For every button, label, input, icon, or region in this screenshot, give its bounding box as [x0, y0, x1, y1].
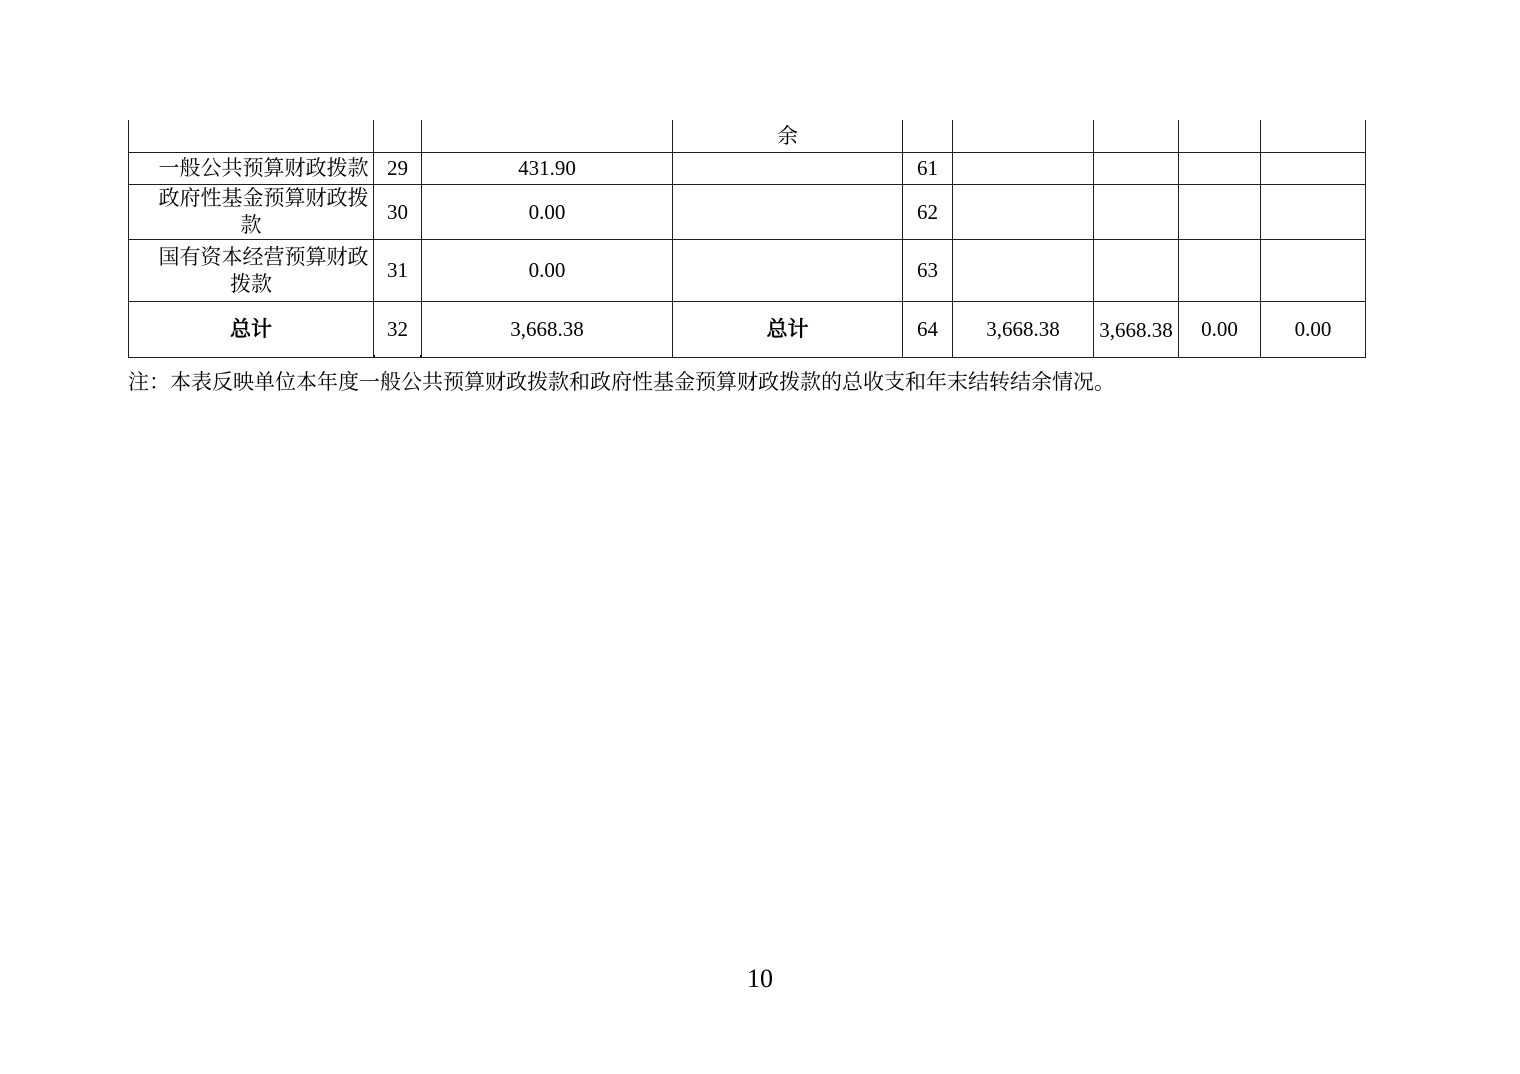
amount-cell-right2 [1094, 240, 1179, 302]
line-no-cell-right: 64 [903, 302, 953, 358]
line-no-cell [374, 120, 422, 153]
item-name-cell-right: 余 [673, 120, 903, 153]
amount-cell-right4 [1261, 153, 1366, 185]
total-label-cell: 总计 [129, 302, 374, 358]
amount-cell-right2 [1094, 185, 1179, 240]
amount-cell: 431.90 [422, 153, 673, 185]
amount-cell: 0.00 [422, 240, 673, 302]
amount-cell-right4 [1261, 185, 1366, 240]
table-row [129, 153, 1366, 185]
line-no-value: 32 [387, 317, 408, 341]
amount-cell-right4 [1261, 120, 1366, 153]
item-name-cell-right [673, 185, 903, 240]
amount-cell-right3 [1179, 153, 1261, 185]
amount-cell-right: 3,668.38 [953, 302, 1094, 358]
amount-cell-right3 [1179, 185, 1261, 240]
amount-cell-right2: 3,668.38 [1094, 302, 1179, 358]
amount-cell-right [953, 120, 1094, 153]
amount-cell-right4: 0.00 [1261, 302, 1366, 358]
line-no-cell: 31 [374, 240, 422, 302]
amount-cell: 0.00 [422, 185, 673, 240]
total-label-cell-right: 总计 [673, 302, 903, 358]
line-no-cell [374, 302, 422, 358]
amount-cell-right [953, 153, 1094, 185]
item-name-cell: 一般公共预算财政拨款 [129, 153, 374, 185]
line-no-cell-right: 61 [903, 153, 953, 185]
amount-cell-right3: 0.00 [1179, 302, 1261, 358]
item-name-cell: 政府性基金预算财政拨款 [129, 185, 374, 240]
item-name-cell [129, 120, 374, 153]
amount-cell-right3 [1179, 120, 1261, 153]
item-name-cell: 国有资本经营预算财政拨款 [129, 240, 374, 302]
line-no-cell-right: 62 [903, 185, 953, 240]
line-no-cell: 29 [374, 153, 422, 185]
amount-cell-right2 [1094, 120, 1179, 153]
amount-cell-right2 [1094, 153, 1179, 185]
line-no-cell-right: 63 [903, 240, 953, 302]
line-no-cell: 30 [374, 185, 422, 240]
item-name-cell-right [673, 240, 903, 302]
table-row-continuation [129, 120, 1366, 153]
table-footnote: 注：本表反映单位本年度一般公共预算财政拨款和政府性基金预算财政拨款的总收支和年末结转结余情况。 [128, 370, 1115, 394]
table-row [129, 240, 1366, 302]
budget-summary-table [128, 120, 1366, 358]
amount-cell: 3,668.38 [422, 302, 673, 358]
item-name-cell-right [673, 153, 903, 185]
table-row-total [129, 302, 1366, 358]
amount-cell-right3 [1179, 240, 1261, 302]
amount-cell-right [953, 185, 1094, 240]
page-number: 10 [747, 964, 773, 993]
table-row [129, 185, 1366, 240]
amount-cell-right [953, 240, 1094, 302]
page-break-marker [374, 355, 422, 358]
line-no-cell-right [903, 120, 953, 153]
amount-cell-right4 [1261, 240, 1366, 302]
amount-cell [422, 120, 673, 153]
budget-summary-table-wrap [128, 120, 1366, 358]
